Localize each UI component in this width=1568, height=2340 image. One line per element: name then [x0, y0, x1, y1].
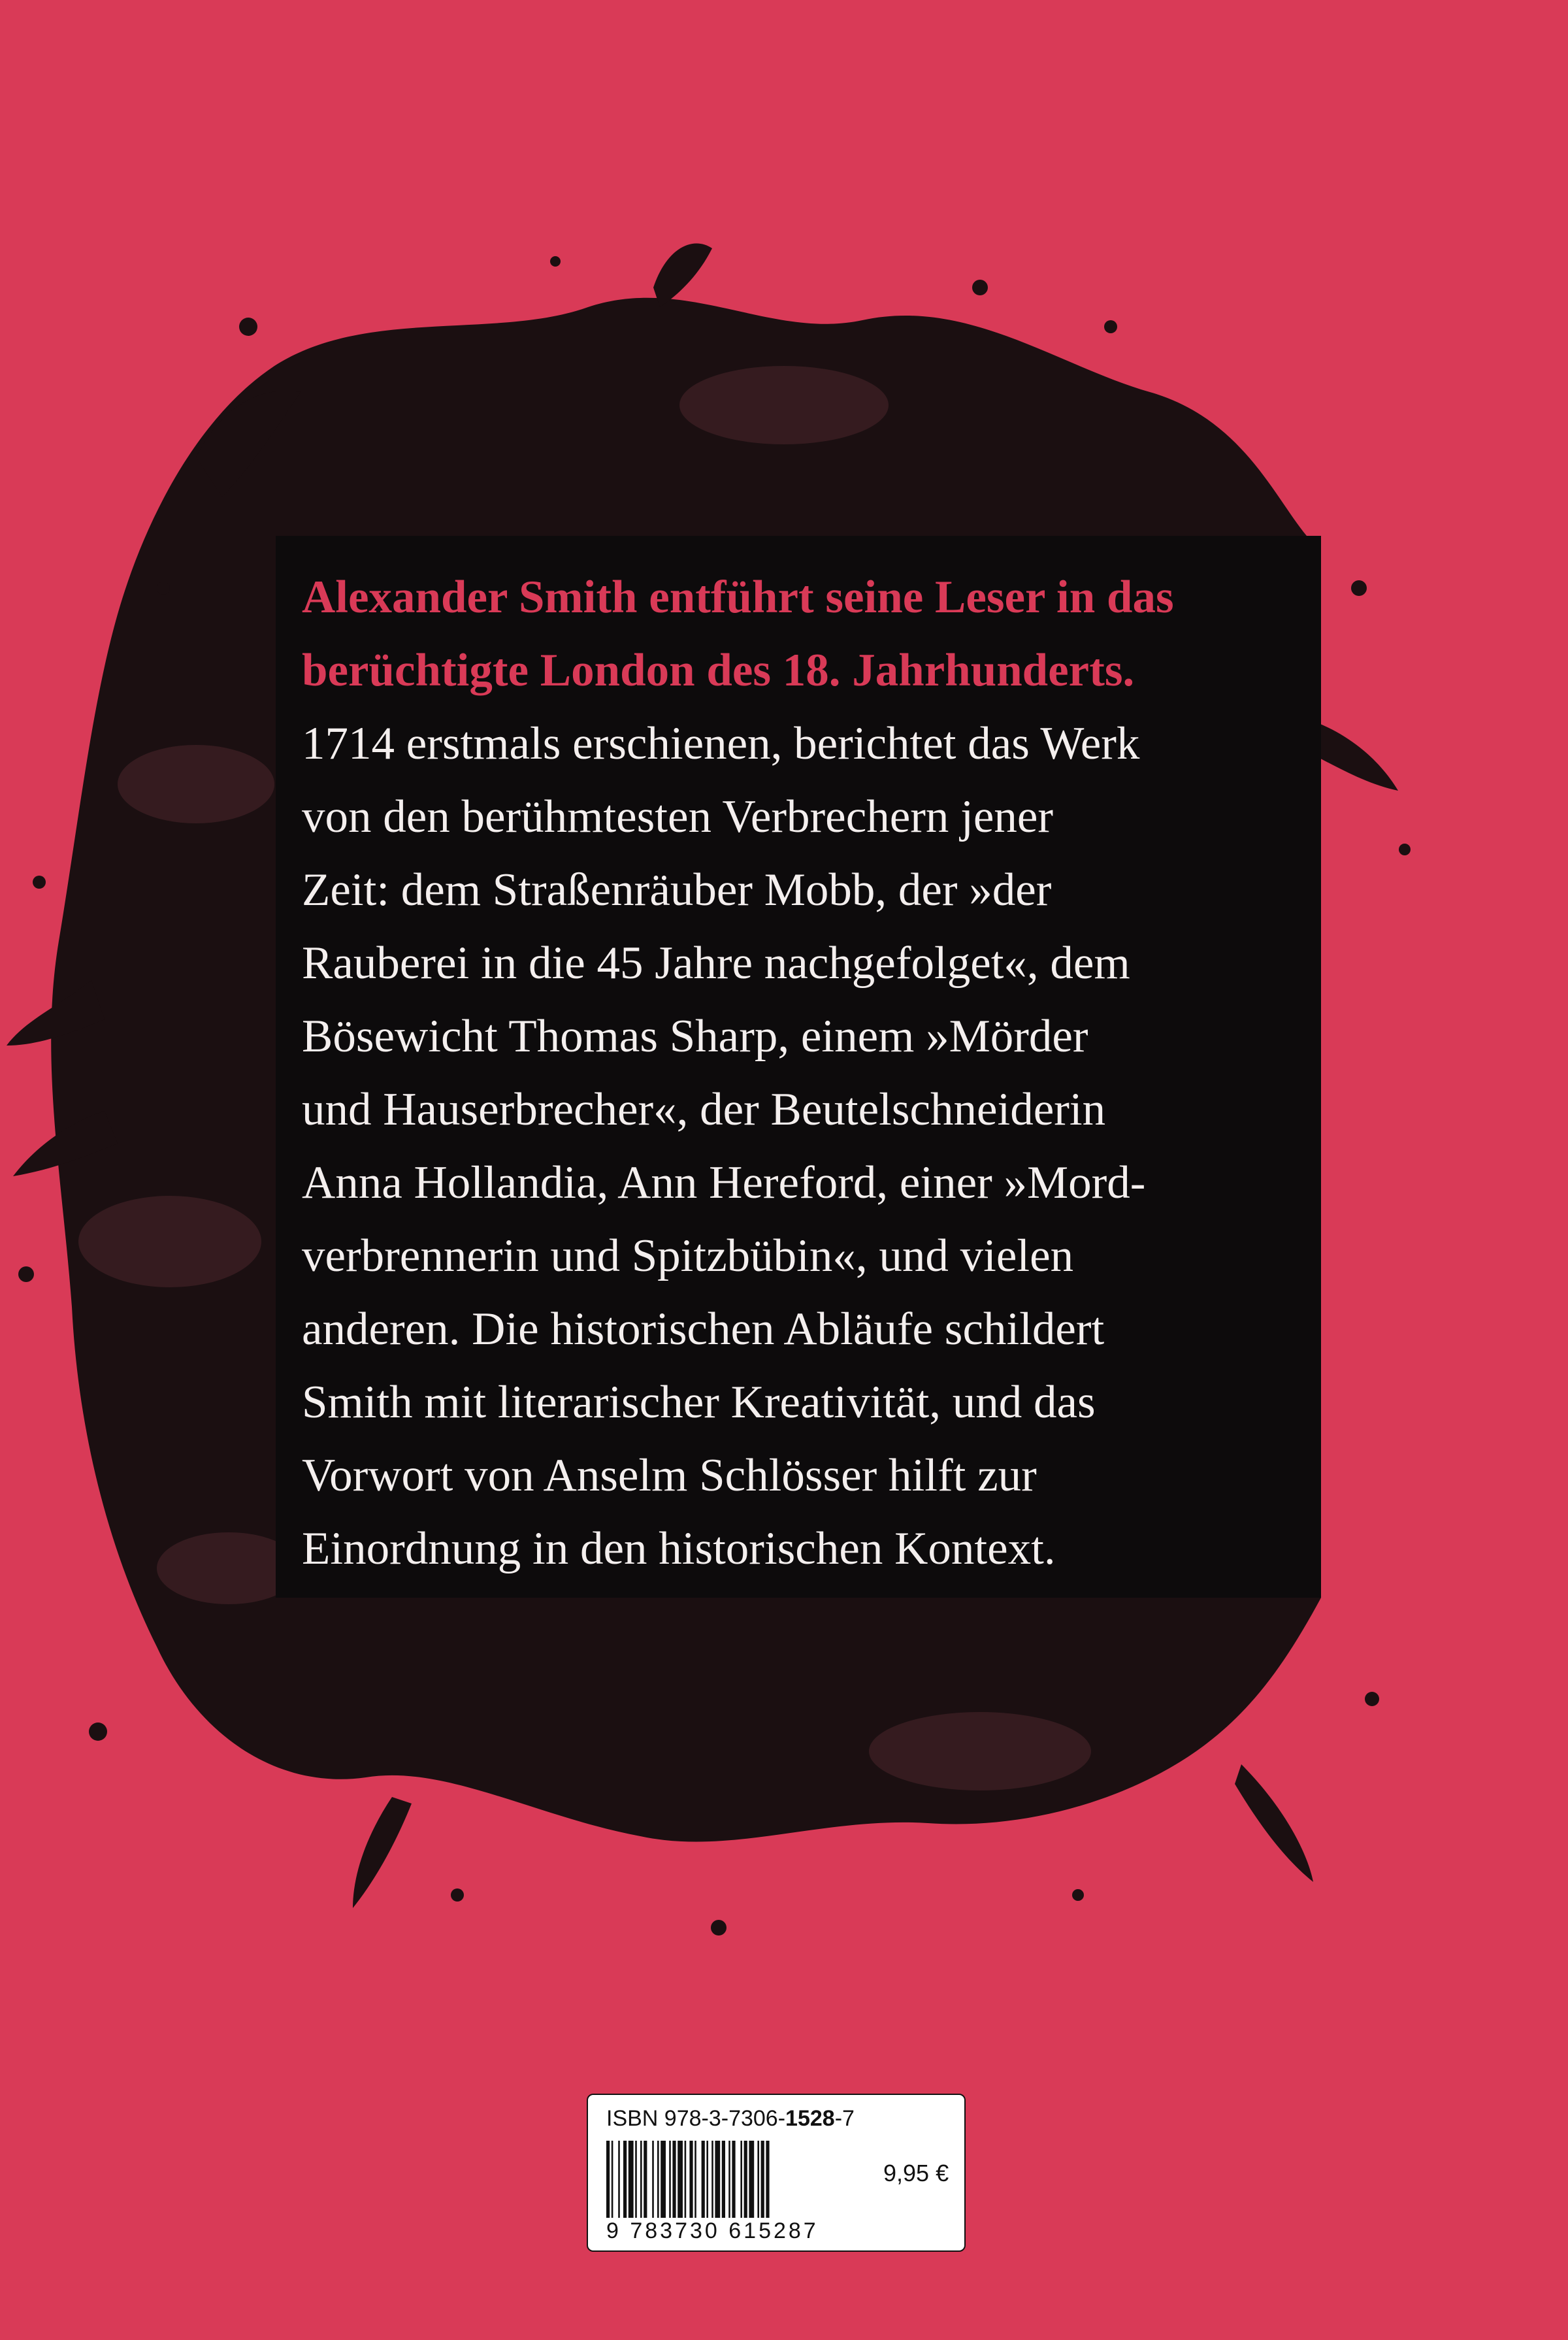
- barcode-bar: [761, 2141, 764, 2218]
- barcode-bar: [618, 2141, 620, 2218]
- blurb-body-line: und Hauserbrecher«, der Beutelschneiderin: [302, 1084, 1106, 1135]
- blurb-body-line: anderen. Die historischen Abläufe schildert: [302, 1304, 1105, 1355]
- barcode-bar: [635, 2141, 637, 2218]
- barcode-bar: [728, 2141, 730, 2218]
- barcode-bar: [685, 2141, 687, 2218]
- barcode-bar: [706, 2141, 708, 2218]
- barcode-bar: [711, 2141, 713, 2218]
- blurb-body-line: verbrennerin und Spitzbübin«, und vielen: [302, 1230, 1074, 1281]
- barcode-bar: [672, 2141, 676, 2218]
- barcode-bar: [702, 2141, 705, 2218]
- blurb-body-line: Zeit: dem Straßenräuber Mobb, der »der: [302, 865, 1052, 915]
- barcode-bar: [694, 2141, 696, 2218]
- barcode-label: [587, 2094, 966, 2252]
- barcode-bar: [740, 2141, 742, 2218]
- isbn-number: [606, 2105, 855, 2132]
- blurb-body-line: Einordnung in den historischen Kontext.: [302, 1523, 1056, 1574]
- barcode-bar: [669, 2141, 671, 2218]
- blurb-body-line: Bösewicht Thomas Sharp, einem »Mörder: [302, 1011, 1088, 1062]
- isbn-bold-part: 1528: [785, 2106, 835, 2131]
- isbn-prefix: ISBN 978-3-7306-: [606, 2106, 786, 2131]
- blurb-body-line: Smith mit literarischer Kreativität, und das: [302, 1377, 1096, 1428]
- blurb-body-line: Anna Hollandia, Ann Hereford, einer »Mord-: [302, 1157, 1146, 1208]
- barcode-digits: 9 783730 615287: [606, 2218, 819, 2243]
- blurb-body-line: Vorwort von Anselm Schlösser hilft zur: [302, 1450, 1037, 1501]
- barcode-bar: [657, 2141, 659, 2218]
- blurb-lead-line: berüchtigte London des 18. Jahrhunderts.: [302, 645, 1135, 696]
- blurb-panel: [276, 536, 1321, 1598]
- isbn-suffix: -7: [834, 2106, 855, 2131]
- barcode-bar: [652, 2141, 654, 2218]
- barcode-bar: [661, 2141, 666, 2218]
- barcode-bar: [606, 2141, 610, 2218]
- blurb-body-line: 1714 erstmals erschienen, berichtet das Werk: [302, 718, 1140, 769]
- barcode-bar: [629, 2141, 634, 2218]
- blurb-lead-line: Alexander Smith entführt seine Leser in das: [302, 572, 1174, 623]
- barcode-bar: [744, 2141, 747, 2218]
- barcode-bar: [644, 2141, 647, 2218]
- barcode-bar: [689, 2141, 693, 2218]
- price-label: 9,95 €: [883, 2160, 949, 2186]
- barcode-bar: [732, 2141, 735, 2218]
- barcode-bar: [749, 2141, 754, 2218]
- blurb-body-line: von den berühmtesten Verbrechern jener: [302, 791, 1054, 842]
- barcode-bar: [640, 2141, 642, 2218]
- barcode-bar: [612, 2141, 613, 2218]
- barcode-bar: [766, 2141, 769, 2218]
- barcode-bar: [722, 2141, 725, 2218]
- barcode-bar: [623, 2141, 627, 2218]
- barcode-icon: [606, 2141, 868, 2218]
- barcode-bar: [715, 2141, 720, 2218]
- blurb-body-line: Rauberei in die 45 Jahre nachgefolget«, dem: [302, 938, 1130, 989]
- barcode-bar: [757, 2141, 759, 2218]
- barcode-bar: [678, 2141, 683, 2218]
